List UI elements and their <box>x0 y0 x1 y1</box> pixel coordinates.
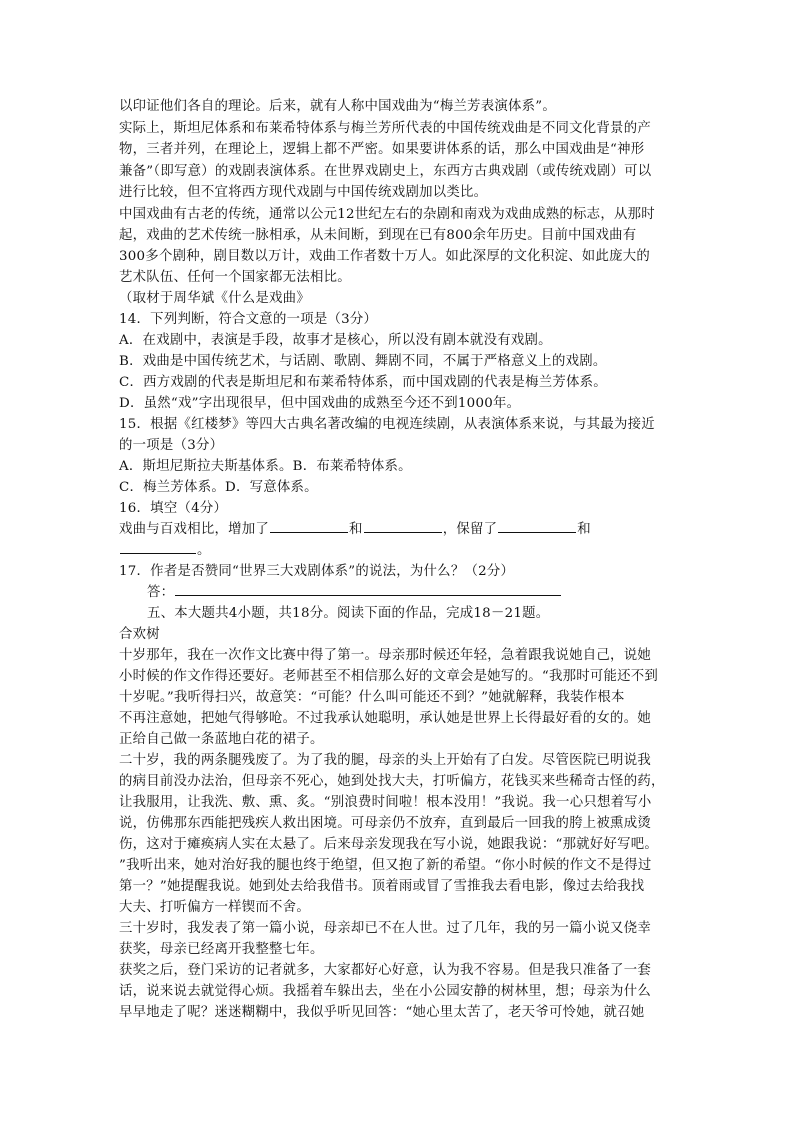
question-17: 17．作者是否赞同“世界三大戏剧体系”的说法，为什么？（2分） <box>119 564 515 579</box>
option-b: B．戏曲是中国传统艺术，与话剧、歌剧、舞剧不同，不属于严格意义上的戏剧。 <box>119 354 607 369</box>
answer-line <box>147 583 562 604</box>
options-cd: C．梅兰芳体系。D．写意体系。 <box>119 480 318 495</box>
text-line: 中国戏曲有古老的传统，通常以公元12世纪左右的杂剧和南戏为戏曲成熟的标志，从那时 <box>119 207 655 222</box>
text-line: 兼备”（即写意）的戏剧表演体系。在世界戏剧史上，东西方古典戏剧（或传统戏剧）可以 <box>119 164 652 179</box>
answer-blank[interactable] <box>364 520 442 533</box>
question-16-fill-line <box>119 520 591 541</box>
option-a: A．在戏剧中，表演是手段，故事才是核心，所以没有剧本就没有戏剧。 <box>119 333 552 348</box>
text-line: 大夫、打听偏方一样锲而不舍。 <box>119 900 310 915</box>
fill-text: 。 <box>197 543 211 558</box>
text-line: 起，戏曲的艺术传统一脉相承，从未间断，到现在已有800余年历史。目前中国戏曲有 <box>119 228 637 243</box>
answer-blank[interactable] <box>498 520 576 533</box>
text-line: 300多个剧种，剧目数以万计，戏曲工作者数十万人。如此深厚的文化积淀、如此庞大的 <box>119 249 651 264</box>
option-c: C．西方戏剧的代表是斯坦尼和布莱希特体系，而中国戏剧的代表是梅兰芳体系。 <box>119 375 607 390</box>
fill-text: 戏曲与百戏相比，增加了 <box>119 522 270 537</box>
question-14: 14．下列判断，符合文意的一项是（3分） <box>119 312 378 327</box>
fill-text: 和 <box>349 522 363 537</box>
text-line: 进行比较，但不宜将西方现代戏剧与中国传统戏剧加以类比。 <box>119 185 488 200</box>
text-line: 获奖，母亲已经离开我整整七年。 <box>119 942 324 957</box>
source-citation: （取材于周华斌《什么是戏曲》 <box>119 291 310 306</box>
question-15: 15．根据《红楼梦》等四大古典名著改编的电视连续剧，从表演体系来说，与其最为接近 <box>119 417 655 432</box>
option-d: D．虽然“戏”字出现很早，但中国戏曲的成熟至今还不到1000年。 <box>119 396 521 411</box>
answer-blank[interactable] <box>175 583 561 596</box>
text-line: 物，三者并列，在理论上，逻辑上都不严密。如果要讲体系的话，那么中国戏曲是“神形 <box>119 142 645 157</box>
question-15-cont: 的一项是（3分） <box>119 438 224 453</box>
text-line: 说，仿佛那东西能把残疾人救出困境。可母亲仍不放弃，直到最后一回我的胯上被熏成烫 <box>119 816 651 831</box>
fill-text: ，保留了 <box>442 522 498 537</box>
text-line: 实际上，斯坦尼体系和布莱希特体系与梅兰芳所代表的中国传统戏曲是不同文化背景的产 <box>119 121 651 136</box>
story-title: 合欢树 <box>119 627 160 642</box>
fill-text: 和 <box>577 522 591 537</box>
text-line: 十岁呢。”我听得扫兴，故意笑：“可能？什么叫可能还不到？”她就解释，我装作根本 <box>119 690 625 705</box>
text-line: 获奖之后，登门采访的记者就多，大家都好心好意，认为我不容易。但是我只准备了一套 <box>119 963 651 978</box>
text-line: 艺术队伍、任何一个国家都无法相比。 <box>119 270 351 285</box>
answer-label: 答： <box>147 585 175 600</box>
text-line: 以印证他们各自的理论。后来，就有人称中国戏曲为“梅兰芳表演体系”。 <box>119 99 557 114</box>
answer-blank[interactable] <box>270 520 348 533</box>
text-line: 话，说来说去就觉得心烦。我摇着车躲出去，坐在小公园安静的树林里，想；母亲为什么 <box>119 984 651 999</box>
answer-blank[interactable] <box>120 541 196 554</box>
question-16-fill-line-2 <box>119 541 211 562</box>
question-16: 16．填空（4分） <box>119 501 228 516</box>
options-ab: A．斯坦尼斯拉夫斯基体系。B．布莱希特体系。 <box>119 459 412 474</box>
text-line: 二十岁，我的两条腿残废了。为了我的腿，母亲的头上开始有了白发。尽管医院已明说我 <box>119 753 651 768</box>
text-line: 十岁那年，我在一次作文比赛中得了第一。母亲那时候还年轻，急着跟我说她自己，说她 <box>119 648 651 663</box>
text-line: 伤，这对于瘫痪病人实在太悬了。后来母亲发现我在写小说，她跟我说：“那就好好写吧。 <box>119 837 659 852</box>
section-five-heading: 五、本大题共4小题，共18分。阅读下面的作品，完成18－21题。 <box>147 606 550 621</box>
text-line: 不再注意她，把她气得够呛。不过我承认她聪明，承认她是世界上长得最好看的女的。她 <box>119 711 651 726</box>
text-line: 正给自己做一条蓝地白花的裙子。 <box>119 732 324 747</box>
text-line: 第一？”她提醒我说。她到处去给我借书。顶着雨或冒了雪推我去看电影，像过去给我找 <box>119 879 645 894</box>
text-line: 三十岁时，我发表了第一篇小说，母亲却已不在人世。过了几年，我的另一篇小说又侥幸 <box>119 921 651 936</box>
text-line: 小时候的作文作得还要好。老师甚至不相信那么好的文章会是她写的。“我那时可能还不到 <box>119 669 659 684</box>
text-line: 早早地走了呢？迷迷糊糊中，我似乎听见回答：“她心里太苦了，老天爷可怜她，就召她 <box>119 1005 645 1020</box>
text-line: 让我服用，让我洗、敷、熏、炙。“别浪费时间啦！根本没用！”我说。我一心只想着写小 <box>119 795 652 810</box>
text-line: 的病目前没办法治，但母亲不死心，她到处找大夫，打听偏方，花钱买来些稀奇古怪的药， <box>119 774 665 789</box>
text-line: ”我听出来，她对治好我的腿也终于绝望，但又抱了新的希望。“你小时候的作文不是得过 <box>119 858 652 873</box>
